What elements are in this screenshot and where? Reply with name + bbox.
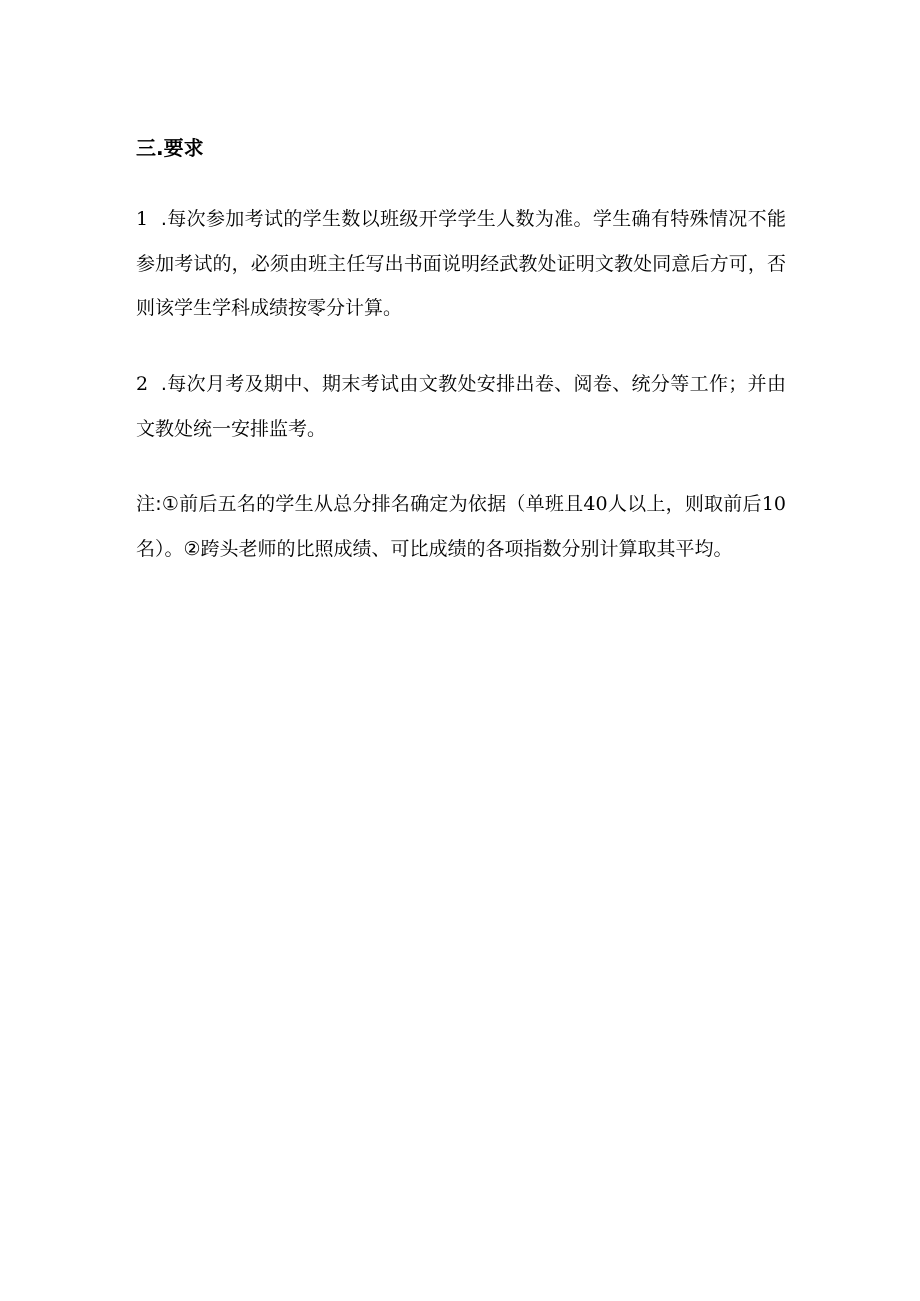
requirement-text: 每次月考及期中、期末考试由文教处安排出卷、阅卷、统分等工作；并由文教处统一安排监考。 xyxy=(136,373,786,440)
requirement-separator: . xyxy=(148,208,167,230)
note-text-part: 名）。②跨头老师的比照成绩、可比成绩的各项指数分别计算取其平均。 xyxy=(136,537,733,560)
section-heading: 三.要求 xyxy=(136,136,204,160)
note-number: 40 xyxy=(583,493,608,515)
requirement-number: 2 xyxy=(136,373,149,395)
requirement-text: 每次参加考试的学生数以班级开学学生人数为准。学生确有特殊情况不能参加考试的，必须由班主任写出书面说明经武教处证明文教处同意后方可，否则该学生学科成绩按零分计算。 xyxy=(136,208,786,319)
requirement-separator: . xyxy=(148,373,167,395)
note-label: 注: xyxy=(136,493,162,515)
note-text-part: 人以上，则取前后 xyxy=(607,493,762,515)
note-paragraph xyxy=(136,482,786,571)
note-number: 10 xyxy=(761,493,786,515)
requirement-item-2 xyxy=(136,362,786,451)
requirement-number: 1 xyxy=(136,208,149,230)
requirement-item-1 xyxy=(136,197,786,331)
note-text-part: ①前后五名的学生从总分排名确定为依据（单班且 xyxy=(161,493,584,515)
